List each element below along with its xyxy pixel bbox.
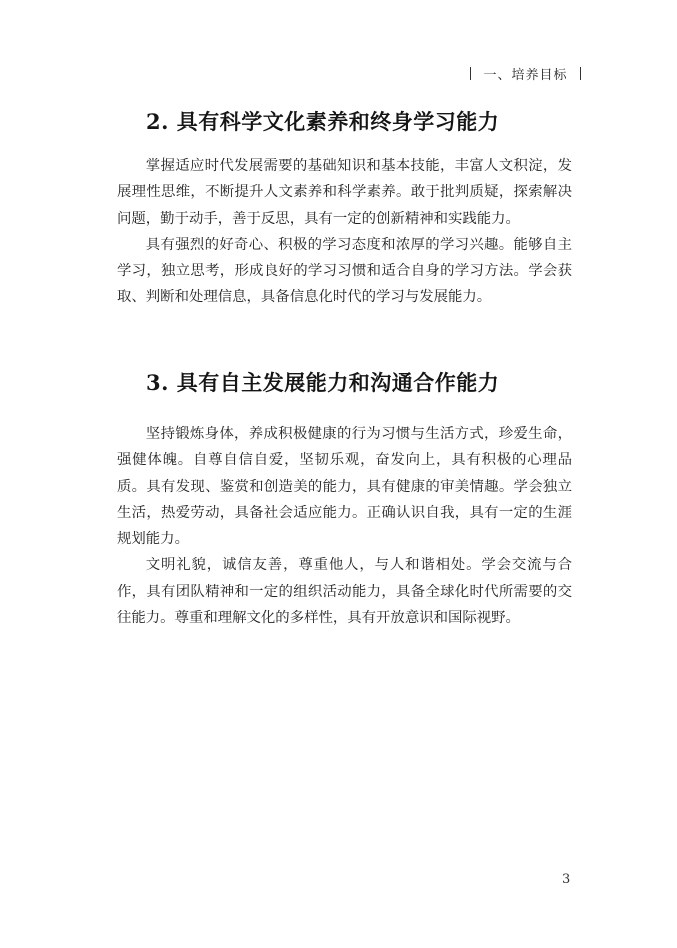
- paragraph: 坚持锻炼身体，养成积极健康的行为习惯与生活方式，珍爱生命，强健体魄。自尊自信自爱，坚韧乐观，奋发向上，具有积极的心理品质。具有发现、鉴赏和创造美的能力，具有健康的审美情趣。学会独立生活，热爱劳动，具备社会适应能力。正确认识自我，具有一定的生涯规划能力。: [117, 426, 572, 548]
- section-body-3: [117, 421, 572, 631]
- paragraph: 掌握适应时代发展需要的基础知识和基本技能，丰富人文积淀，发展理性思维，不断提升人文素养和科学素养。敢于批判质疑，探索解决问题，勤于动手，善于反思，具有一定的创新精神和实践能力。: [117, 158, 572, 227]
- paragraph: 文明礼貌，诚信友善，尊重他人，与人和谐相处。学会交流与合作，具有团队精神和一定的组织活动能力，具备全球化时代所需要的交往能力。尊重和理解文化的多样性，具有开放意识和国际视野。: [117, 557, 572, 627]
- page-number: 3: [562, 872, 571, 887]
- running-title: 一、培养目标: [483, 68, 568, 83]
- section-body-2: [117, 153, 572, 311]
- header-left-rule: [470, 67, 472, 80]
- section-heading-2: 2. 具有科学文化素养和终身学习能力: [146, 109, 500, 134]
- running-header: [470, 64, 581, 83]
- paragraph: 具有强烈的好奇心、积极的学习态度和浓厚的学习兴趣。能够自主学习，独立思考，形成良好的学习习惯和适合自身的学习方法。学会获取、判断和处理信息，具备信息化时代的学习与发展能力。: [117, 236, 572, 306]
- section-heading-3: 3. 具有自主发展能力和沟通合作能力: [146, 370, 500, 395]
- header-right-rule: [580, 67, 582, 80]
